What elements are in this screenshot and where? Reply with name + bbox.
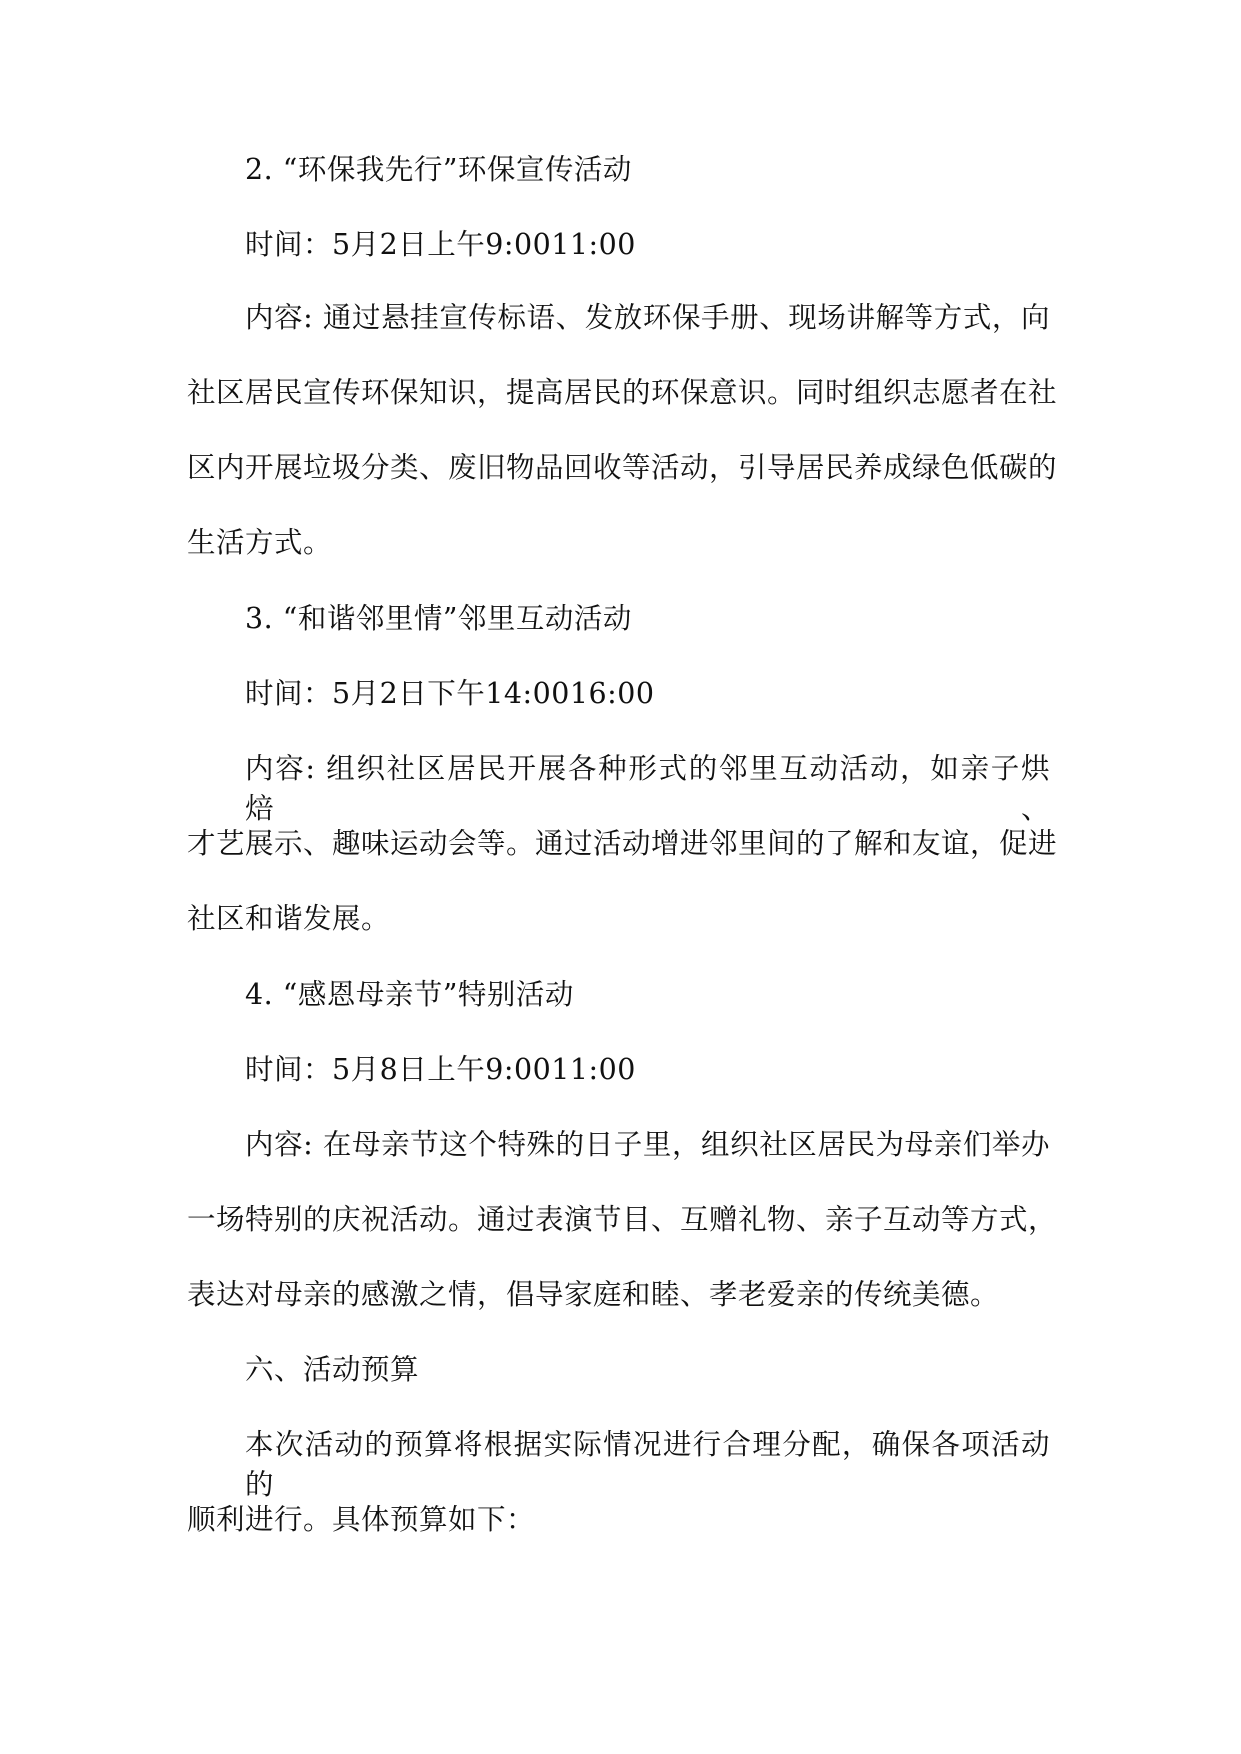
activity-4-content-line-3: 表达对母亲的感激之情，倡导家庭和睦、孝老爱亲的传统美德。 xyxy=(187,1278,1000,1311)
activity-2-content-line-2: 社区居民宣传环保知识，提高居民的环保意识。同时组织志愿者在社 xyxy=(187,376,1058,409)
section-heading-budget: 六、活动预算 xyxy=(245,1353,420,1386)
budget-text-line-1: 本次活动的预算将根据实际情况进行合理分配，确保各项活动的 xyxy=(245,1428,1050,1501)
heading-activity-3: 3. “和谐邻里情”邻里互动活动 xyxy=(245,602,632,635)
activity-2-content-line-4: 生活方式。 xyxy=(187,526,333,559)
activity-3-content-line-1: 内容: 组织社区居民开展各种形式的邻里互动活动，如亲子烘焙、 xyxy=(245,752,1050,825)
activity-2-content-line-3: 区内开展垃圾分类、废旧物品回收等活动，引导居民养成绿色低碳的 xyxy=(187,451,1058,484)
heading-activity-2: 2. “环保我先行”环保宣传活动 xyxy=(245,153,632,186)
activity-3-time: 时间：5月2日下午14:0016:00 xyxy=(245,677,655,710)
heading-activity-4: 4. “感恩母亲节”特别活动 xyxy=(245,978,574,1011)
activity-2-content-line-1: 内容: 通过悬挂宣传标语、发放环保手册、现场讲解等方式，向 xyxy=(245,301,1050,334)
activity-4-content-line-1: 内容: 在母亲节这个特殊的日子里，组织社区居民为母亲们举办 xyxy=(245,1128,1050,1161)
budget-text-line-2: 顺利进行。具体预算如下： xyxy=(187,1503,536,1536)
activity-3-content-line-3: 社区和谐发展。 xyxy=(187,902,391,935)
activity-2-time: 时间：5月2日上午9:0011:00 xyxy=(245,228,636,261)
activity-4-content-line-2: 一场特别的庆祝活动。通过表演节目、互赠礼物、亲子互动等方式， xyxy=(187,1203,1058,1236)
activity-4-time: 时间：5月8日上午9:0011:00 xyxy=(245,1053,636,1086)
activity-3-content-line-2: 才艺展示、趣味运动会等。通过活动增进邻里间的了解和友谊，促进 xyxy=(187,827,1058,860)
